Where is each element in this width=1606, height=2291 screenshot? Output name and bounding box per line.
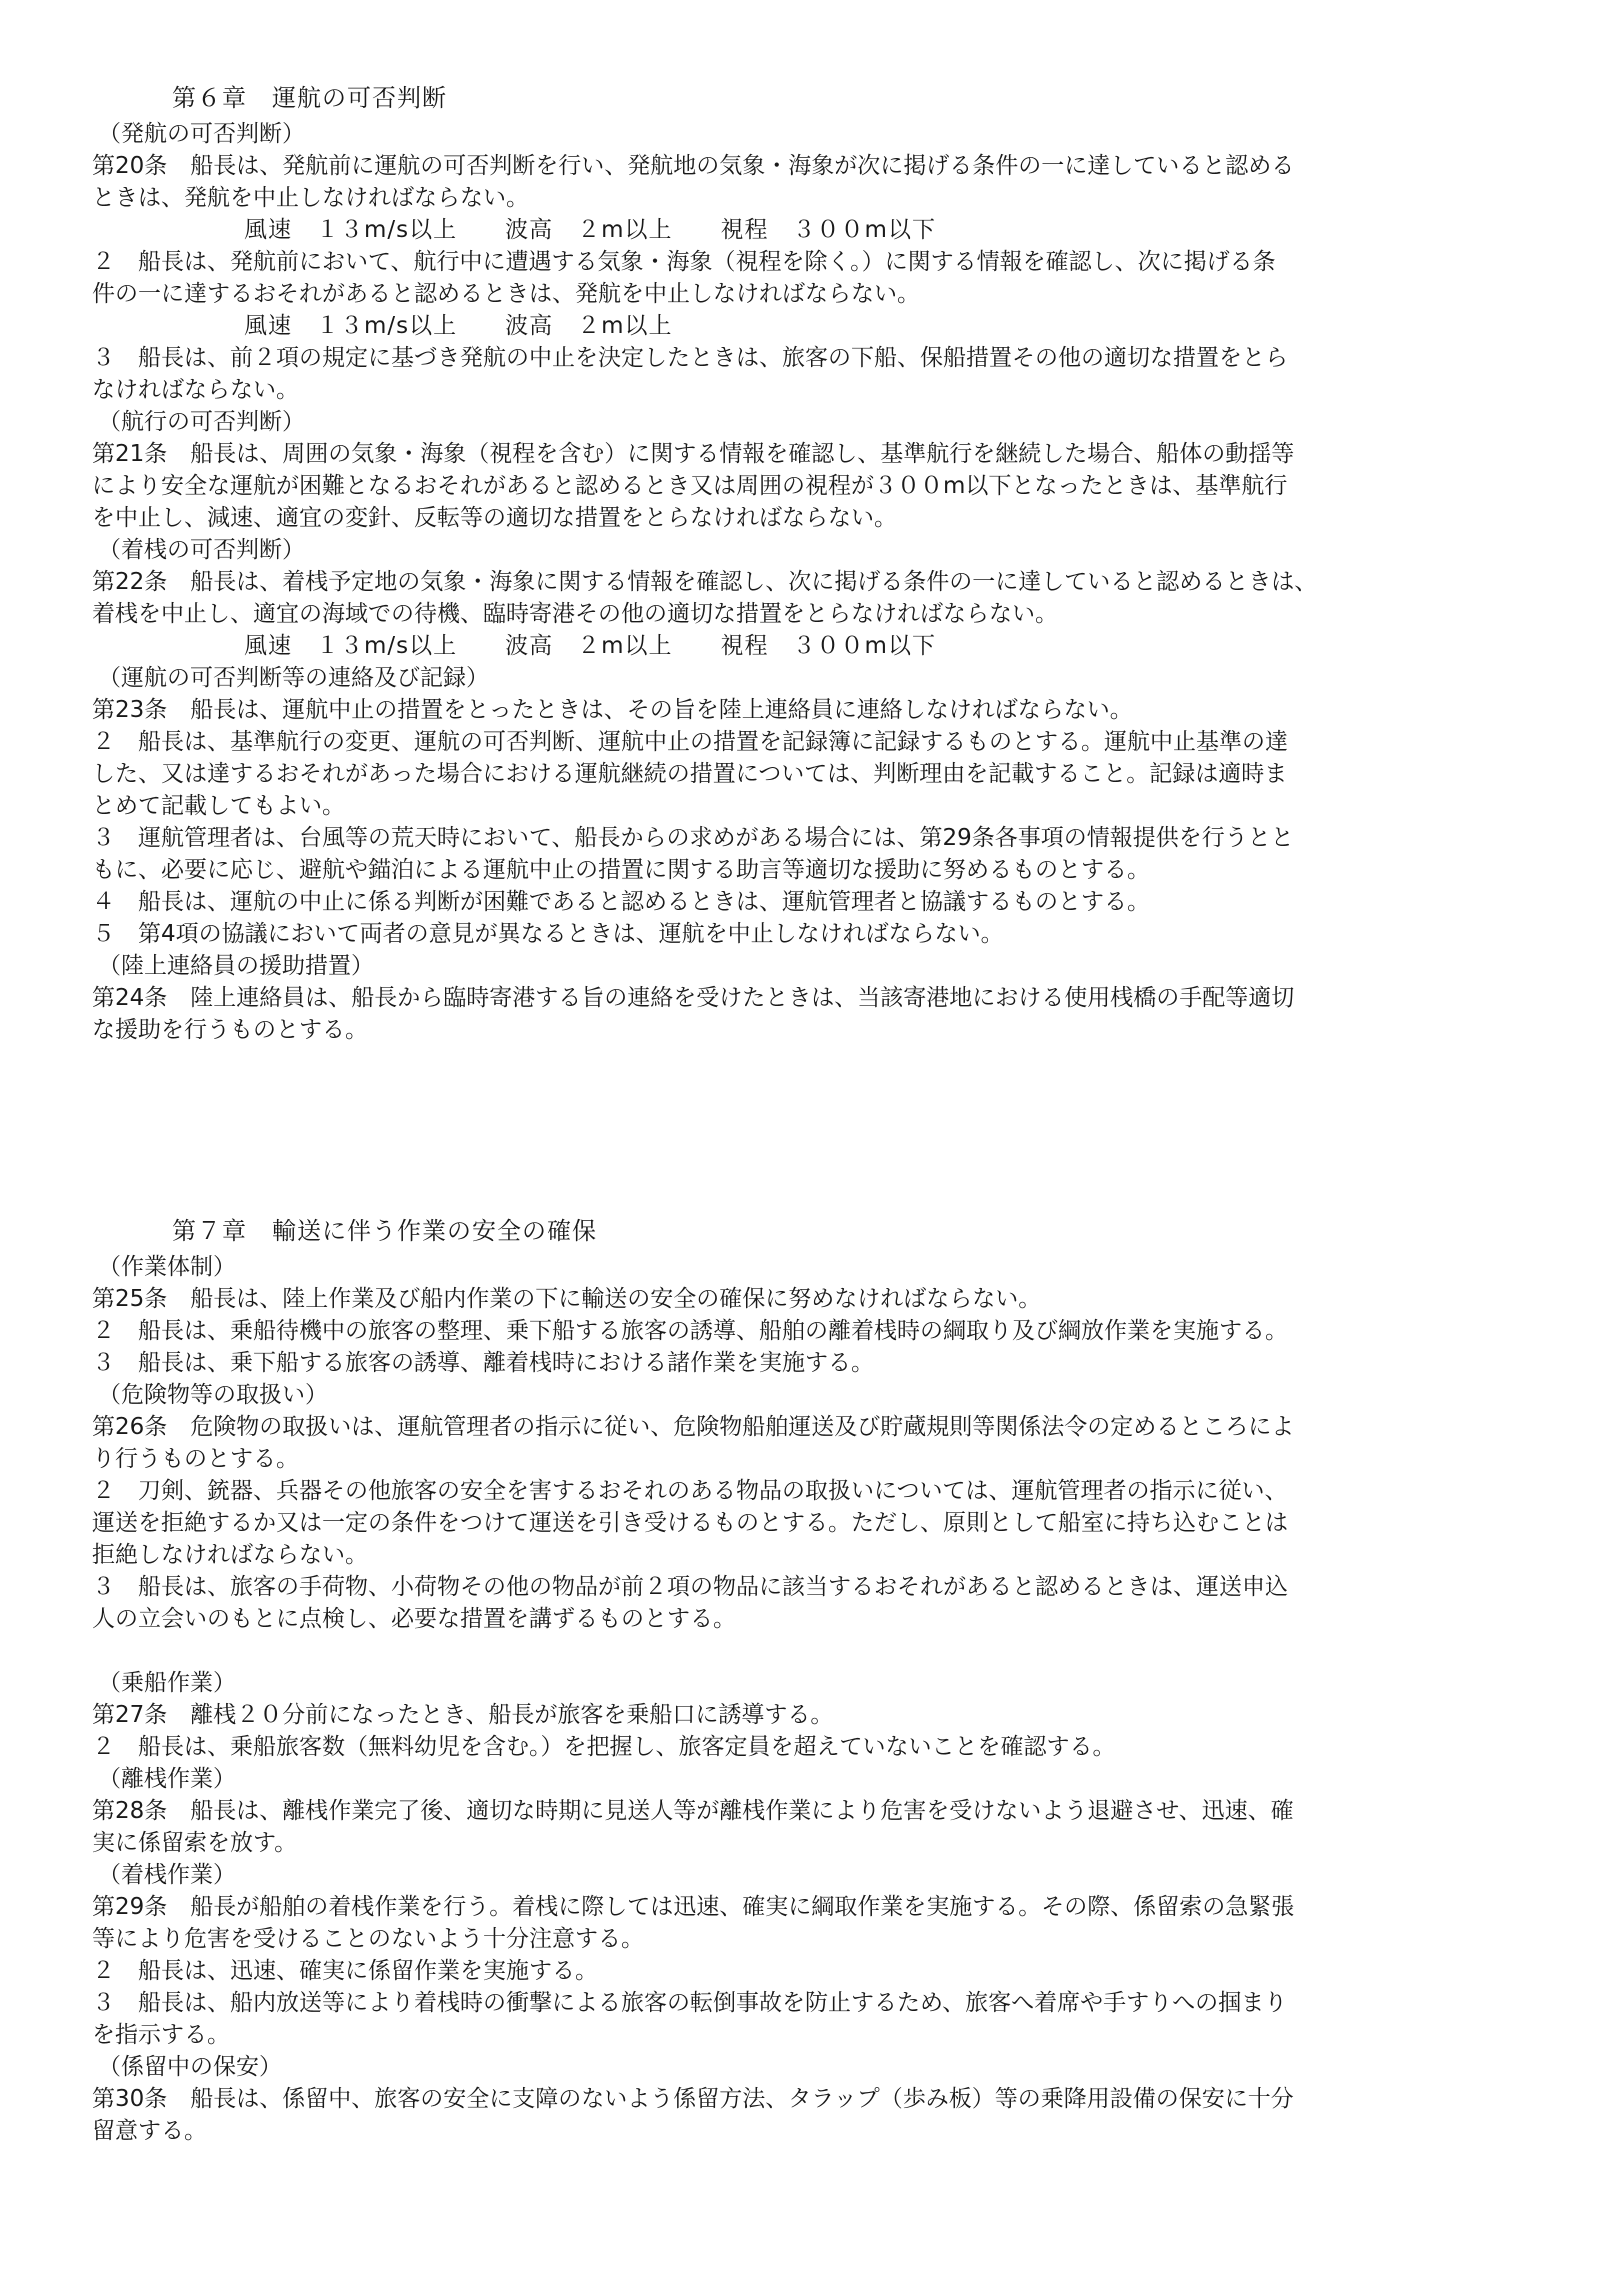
- article-29-line: 等により危害を受けることのないよう十分注意する。: [92, 1926, 644, 1952]
- article-23-p5-line: ５ 第4項の協議において両者の意見が異なるときは、運航を中止しなければならない。: [92, 921, 1004, 947]
- article-30-line: 留意する。: [92, 2118, 207, 2144]
- article-20-p2-line: ２ 船長は、発航前において、航行中に遭遇する気象・海象（視程を除く。）に関する情報を確認し、次に掲げる条: [92, 249, 1276, 275]
- article-27-line: 第27条 離桟２０分前になったとき、船長が旅客を乗船口に誘導する。: [92, 1702, 834, 1728]
- article-26-p3-line: 人の立会いのもとに点検し、必要な措置を講ずるものとする。: [92, 1606, 736, 1632]
- chapter-6-title: 第６章 運航の可否判断: [172, 84, 447, 112]
- article-23-p3-line: ３ 運航管理者は、台風等の荒天時において、船長からの求めがある場合には、第29条各事項の情報提供を行うとと: [92, 825, 1294, 851]
- article-24-line: な援助を行うものとする。: [92, 1017, 368, 1043]
- heading-contact-record: （運航の可否判断等の連絡及び記録）: [98, 665, 489, 691]
- article-26-line: 第26条 危険物の取扱いは、運航管理者の指示に従い、危険物船舶運送及び貯蔵規則等関係法令の定めるところによ: [92, 1414, 1295, 1440]
- article-23-p2-line: ２ 船長は、基準航行の変更、運航の可否判断、運航中止の措置を記録簿に記録するものとする。運航中止基準の達: [92, 729, 1288, 755]
- article-20-line: ときは、発航を中止しなければならない。: [92, 185, 529, 211]
- article-29-p2-line: ２ 船長は、迅速、確実に係留作業を実施する。: [92, 1958, 598, 1984]
- article-23-p2-line: した、又は達するおそれがあった場合における運航継続の措置については、判断理由を記載すること。記録は適時ま: [92, 761, 1288, 787]
- article-26-p2-line: ２ 刀剣、銃器、兵器その他旅客の安全を害するおそれのある物品の取扱いについては、運航管理者の指示に従い、: [92, 1478, 1288, 1504]
- article-26-p3-line: ３ 船長は、旅客の手荷物、小荷物その他の物品が前２項の物品に該当するおそれがあると認めるときは、運送申込: [92, 1574, 1288, 1600]
- article-29-p3-line: ３ 船長は、船内放送等により着桟時の衝撃による旅客の転倒事故を防止するため、旅客へ着席や手すりへの掴まり: [92, 1990, 1288, 2016]
- chapter-7-title: 第７章 輸送に伴う作業の安全の確保: [172, 1217, 597, 1245]
- article-22-conditions: 風速 １３m/s以上 波高 ２m以上 視程 ３００m以下: [244, 633, 936, 659]
- heading-unberthing: （離桟作業）: [98, 1766, 236, 1792]
- chapter-7-section: [92, 1215, 1542, 2147]
- article-21-line: 第21条 船長は、周囲の気象・海象（視程を含む）に関する情報を確認し、基準航行を継続した場合、船体の動揺等: [92, 441, 1295, 467]
- article-28-line: 実に係留索を放す。: [92, 1830, 298, 1856]
- heading-boarding: （乗船作業）: [98, 1670, 236, 1696]
- article-20-p3-line: なければならない。: [92, 377, 299, 403]
- article-25-line: 第25条 船長は、陸上作業及び船内作業の下に輸送の安全の確保に努めなければならない。: [92, 1286, 1042, 1312]
- article-28-line: 第28条 船長は、離桟作業完了後、適切な時期に見送人等が離桟作業により危害を受けないよう退避させ、迅速、確: [92, 1798, 1294, 1824]
- heading-mooring-security: （係留中の保安）: [98, 2054, 282, 2080]
- heading-work-system: （作業体制）: [98, 1254, 236, 1280]
- article-26-p2-line: 拒絶しなければならない。: [92, 1542, 368, 1568]
- article-30-line: 第30条 船長は、係留中、旅客の安全に支障のないよう係留方法、タラップ（歩み板）等の乗降用設備の保安に十分: [92, 2086, 1294, 2112]
- article-23-p2-line: とめて記載してもよい。: [92, 793, 345, 819]
- article-25-p2-line: ２ 船長は、乗船待機中の旅客の整理、乗下船する旅客の誘導、船舶の離着桟時の綱取り及び綱放作業を実施する。: [92, 1318, 1288, 1344]
- article-23-p3-line: もに、必要に応じ、避航や錨泊による運航中止の措置に関する助言等適切な援助に努めるものとする。: [92, 857, 1150, 883]
- article-23-line: 第23条 船長は、運航中止の措置をとったときは、その旨を陸上連絡員に連絡しなければならない。: [92, 697, 1133, 723]
- article-25-p3-line: ３ 船長は、乗下船する旅客の誘導、離着桟時における諸作業を実施する。: [92, 1350, 874, 1376]
- article-29-p3-line: を指示する。: [92, 2022, 230, 2048]
- article-21-line: を中止し、減速、適宜の変針、反転等の適切な措置をとらなければならない。: [92, 505, 897, 531]
- article-26-p2-line: 運送を拒絶するか又は一定の条件をつけて運送を引き受けるものとする。ただし、原則として船室に持ち込むことは: [92, 1510, 1288, 1536]
- article-20-p3-line: ３ 船長は、前２項の規定に基づき発航の中止を決定したときは、旅客の下船、保船措置その他の適切な措置をとら: [92, 345, 1288, 371]
- article-24-line: 第24条 陸上連絡員は、船長から臨時寄港する旨の連絡を受けたときは、当該寄港地における使用桟橋の手配等適切: [92, 985, 1295, 1011]
- heading-dangerous-goods: （危険物等の取扱い）: [98, 1382, 328, 1408]
- heading-land-support: （陸上連絡員の援助措置）: [98, 953, 374, 979]
- article-22-line: 第22条 船長は、着桟予定地の気象・海象に関する情報を確認し、次に掲げる条件の一に達していると認めるときは、: [92, 569, 1318, 595]
- article-20-conditions: 風速 １３m/s以上 波高 ２m以上 視程 ３００m以下: [244, 217, 936, 243]
- article-29-line: 第29条 船長が船舶の着桟作業を行う。着桟に際しては迅速、確実に綱取作業を実施する。その際、係留索の急緊張: [92, 1894, 1295, 1920]
- chapter-6-section: [92, 82, 1542, 1046]
- heading-departure: （発航の可否判断）: [98, 121, 305, 147]
- article-22-line: 着桟を中止し、適宜の海域での待機、臨時寄港その他の適切な措置をとらなければならない。: [92, 601, 1058, 627]
- article-26-line: り行うものとする。: [92, 1446, 299, 1472]
- heading-berthing-work: （着桟作業）: [98, 1862, 236, 1888]
- heading-berthing: （着桟の可否判断）: [98, 537, 305, 563]
- article-20-conditions-2: 風速 １３m/s以上 波高 ２m以上: [244, 313, 673, 339]
- article-27-p2-line: ２ 船長は、乗船旅客数（無料幼児を含む。）を把握し、旅客定員を超えていないことを確認する。: [92, 1734, 1116, 1760]
- article-21-line: により安全な運航が困難となるおそれがあると認めるとき又は周囲の視程が３００m以下となったときは、基準航行: [92, 473, 1288, 499]
- article-20-line: 第20条 船長は、発航前に運航の可否判断を行い、発航地の気象・海象が次に掲げる条件の一に達していると認める: [92, 153, 1295, 179]
- heading-sailing: （航行の可否判断）: [98, 409, 305, 435]
- blank-line: [92, 1635, 1542, 1667]
- article-23-p4-line: ４ 船長は、運航の中止に係る判断が困難であると認めるときは、運航管理者と協議するものとする。: [92, 889, 1150, 915]
- article-20-p2-line: 件の一に達するおそれがあると認めるときは、発航を中止しなければならない。: [92, 281, 920, 307]
